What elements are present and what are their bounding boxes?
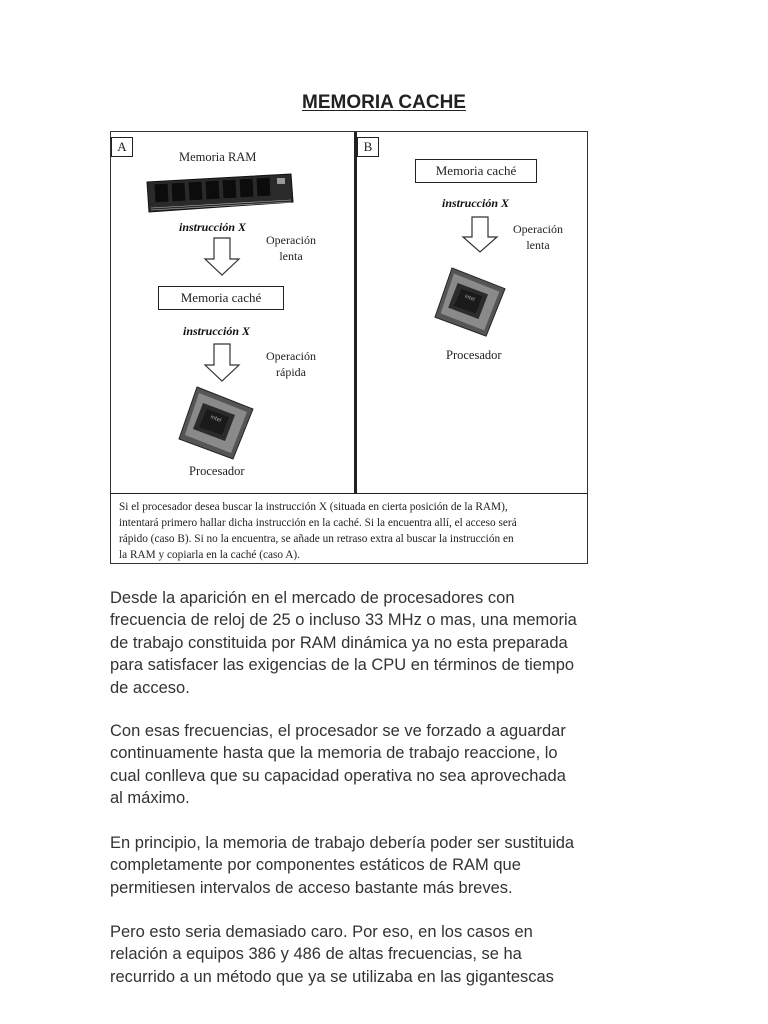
arrow-down-icon (461, 216, 499, 254)
cache-diagram (110, 131, 588, 564)
ram-label: Memoria RAM (179, 150, 257, 164)
instruction-x-label-1: instrucción X (179, 220, 247, 234)
svg-text:intel: intel (463, 294, 476, 303)
op-slow-label-a: Operación lenta (266, 233, 316, 263)
processor-chip-icon (433, 266, 507, 338)
svg-text:intel: intel (209, 414, 222, 424)
op-slow-label-b: Operación lenta (513, 222, 563, 252)
cache-memory-box-b: Memoria caché (415, 159, 537, 183)
page-title: MEMORIA CACHE (302, 92, 466, 113)
ram-module-icon (145, 172, 295, 216)
caption-divider (111, 493, 587, 494)
cache-memory-box-a: Memoria caché (158, 286, 284, 310)
op-fast-label-a: Operación rápida (266, 349, 316, 379)
paragraph-4: Pero esto seria demasiado caro. Por eso, en los casos en relación a equipos 386 y 486 de altas frecuencias, se ha recurrido a un método que ya se utilizaba en las gigantescas (110, 923, 554, 986)
panel-divider (354, 132, 357, 494)
instruction-x-label-2: instrucción X (183, 324, 251, 338)
processor-chip-icon (177, 385, 255, 461)
arrow-down-icon (203, 237, 241, 277)
paragraph-1: Desde la aparición en el mercado de procesadores con frecuencia de reloj de 25 o incluso 33 MHz o mas, una memoria de trabajo constituida por RAM dinámica ya no esta preparada para satisfacer las exigencias de la CPU en términos de tiempo de acceso. (110, 589, 577, 697)
diagram-caption: Si el procesador desea buscar la instrucción X (situada en cierta posición de la RAM), intentará primero hallar dicha instrucción en la caché. Si la encuentra allí, el acceso será rápido (caso B). Si no la encuentra, se añade un retraso extra al buscar la instrucción en la RAM y copiarla en la caché (caso A). (119, 501, 517, 561)
processor-label-a: Procesador (189, 464, 245, 478)
panel-b-label: B (357, 137, 379, 157)
arrow-down-icon (203, 343, 241, 383)
paragraph-3: En principio, la memoria de trabajo debería poder ser sustituida completamente por componentes estáticos de RAM que permitiesen intervalos de acceso bastante más breves. (110, 834, 575, 897)
instruction-x-label-b: instrucción X (442, 196, 510, 210)
paragraph-2: Con esas frecuencias, el procesador se ve forzado a aguardar continuamente hasta que la memoria de trabajo reaccione, lo cual conlleva que su capacidad operativa no sea aprovechada al máximo. (110, 722, 566, 808)
processor-label-b: Procesador (446, 348, 502, 362)
panel-a-label: A (111, 137, 133, 157)
